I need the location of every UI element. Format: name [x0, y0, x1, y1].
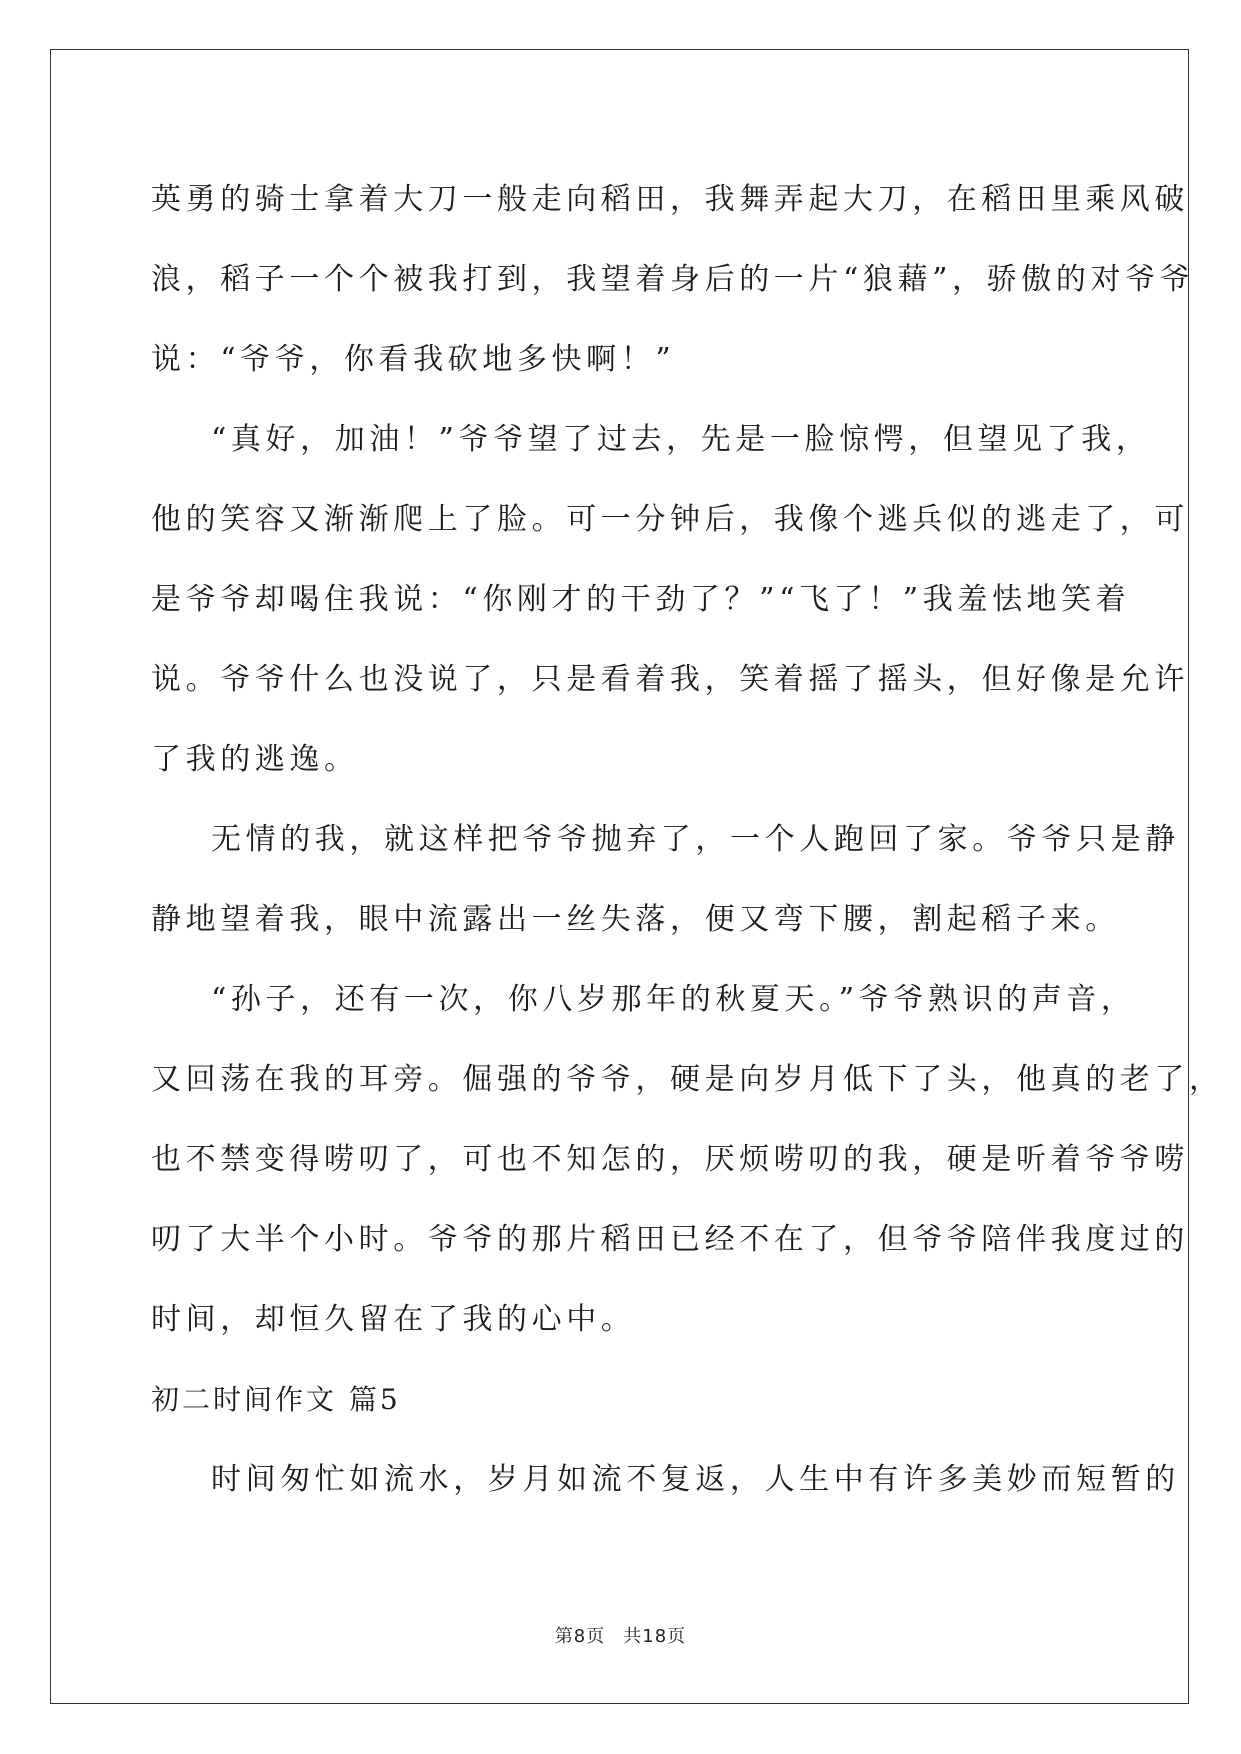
paragraph-2 — [151, 400, 1189, 800]
text-line: 静地望着我，眼中流露出一丝失落，便又弯下腰，割起稻子来。 — [151, 902, 1120, 937]
paragraph-5 — [151, 1440, 1180, 1520]
text-line: 时间，却恒久留在了我的心中。 — [151, 1302, 636, 1337]
text-line: “真好，加油！”爷爷望了过去，先是一脸惊愕，但望见了我， — [211, 422, 1151, 457]
text-line: 叨了大半个小时。爷爷的那片稻田已经不在了，但爷爷陪伴我度过的 — [151, 1222, 1189, 1257]
text-line: 浪，稻子一个个被我打到，我望着身后的一片“狼藉”，骄傲的对爷爷 — [151, 262, 1195, 297]
text-line: 了我的逃逸。 — [151, 742, 359, 777]
document-body — [151, 160, 1224, 1520]
page-number: 第8页 — [554, 1626, 606, 1647]
text-line: 说。爷爷什么也没说了，只是看着我，笑着摇了摇头，但好像是允许 — [151, 662, 1189, 697]
text-line: “孙子，还有一次，你八岁那年的秋夏天。”爷爷熟识的声音， — [211, 982, 1136, 1017]
text-line: 也不禁变得唠叨了，可也不知怎的，厌烦唠叨的我，硬是听着爷爷唠 — [151, 1142, 1189, 1177]
text-line: 说：“爷爷，你看我砍地多快啊！” — [151, 342, 676, 377]
section-title: 初二时间作文 篇5 — [151, 1383, 401, 1416]
text-line: 又回荡在我的耳旁。倔强的爷爷，硬是向岁月低下了头，他真的老了， — [151, 1062, 1224, 1097]
text-line: 无情的我，就这样把爷爷抛弃了，一个人跑回了家。爷爷只是静 — [211, 822, 1180, 857]
paragraph-4 — [151, 960, 1224, 1360]
text-line: 他的笑容又渐渐爬上了脸。可一分钟后，我像个逃兵似的逃走了，可 — [151, 502, 1189, 537]
paragraph-3 — [151, 800, 1180, 960]
text-line: 英勇的骑士拿着大刀一般走向稻田，我舞弄起大刀，在稻田里乘风破 — [151, 182, 1189, 217]
paragraph-1 — [151, 160, 1195, 400]
text-line: 是爷爷却喝住我说：“你刚才的干劲了？”“飞了！”我羞怯地笑着 — [151, 582, 1131, 617]
page-total: 共18页 — [623, 1626, 687, 1647]
text-line: 时间匆忙如流水，岁月如流不复返，人生中有许多美妙而短暂的 — [211, 1462, 1180, 1497]
page-footer — [0, 1622, 1241, 1648]
